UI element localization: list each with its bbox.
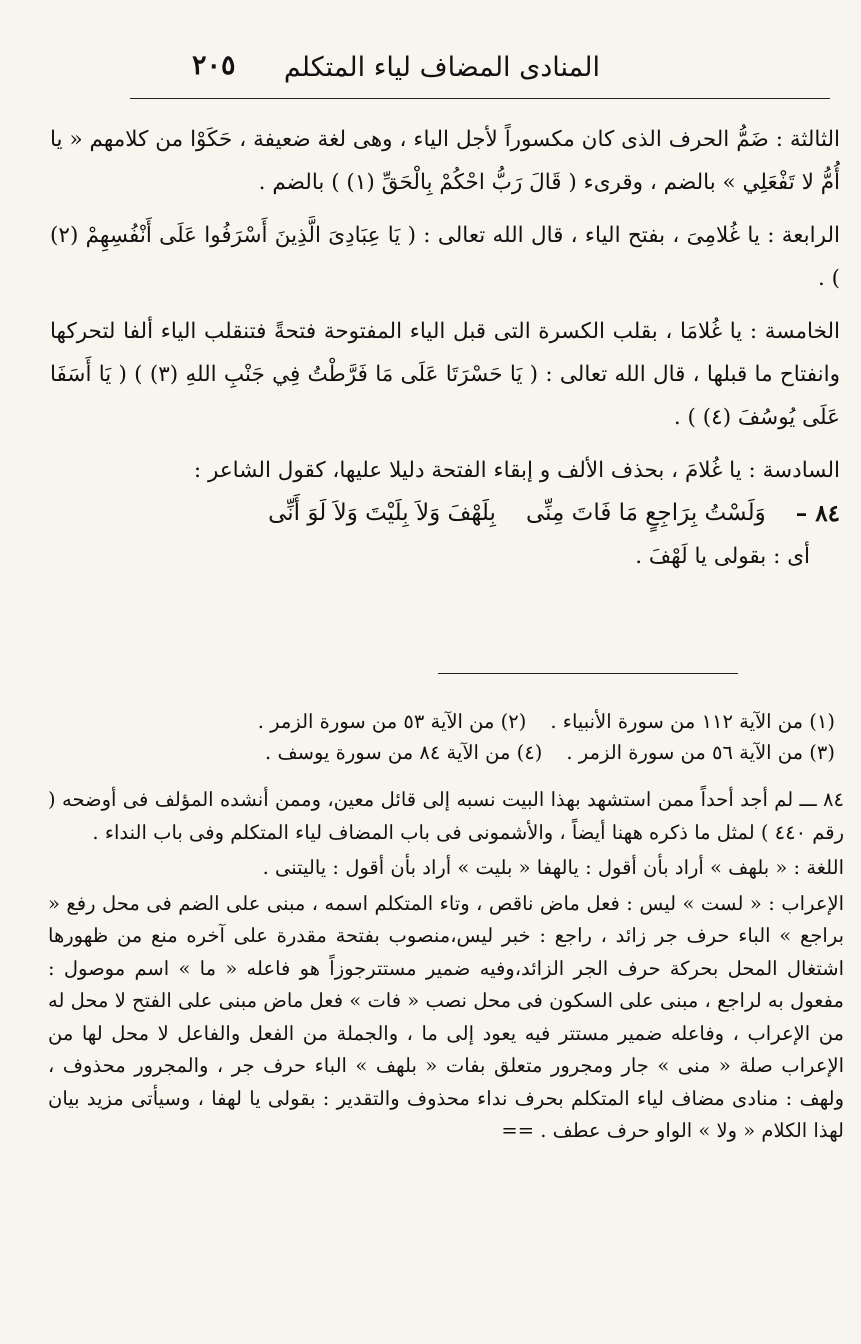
commentary-grammar: الإعراب : « لست » ليس : فعل ماض ناقص ، وتاء المتكلم اسمه ، مبنى على الضم فى محل رفع « براجع » الباء حرف جر زائد ، راجع : خبر ليس،منصوب بفتحة مقدرة على آخره منع من ظهورها اشتغال المحل بحركة حرف الجر الزائد،وفيه ضمير مستترجوزاً هو فاعله « ما » اسم موصول : مفعول به لراجع ، مبنى على السكون فى محل نصب « فات » فعل ماض مبنى على الفتح لا محل له من الإعراب ، وفاعله ضمير مستتر فيه يعود إلى ما ، والجملة من الفعل والفاعل لا محل لها من الإعراب صلة « منى » جار ومجرور متعلق بفات « بلهف » الباء حرف جر ، والمجرور محذوف ، ولهف : منادى مضاف لياء المتكلم بحرف نداء محذوف والتقدير : بقولى يا لهفا ، وسيأتى مزيد بيان لهذا الكلام « ولا » الواو حرف عطف . ==: [48, 891, 844, 1142]
footnote-divider: [438, 673, 738, 674]
main-text: [50, 118, 840, 578]
verse-number: ٨٤ –: [795, 500, 840, 527]
page-header: [130, 50, 830, 99]
paragraph-third-form: الثالثة : ضَمُّ الحرف الذى كان مكسوراً لأجل الياء ، وهى لغة ضعيفة ، حَكَوْا من كلامهم « يا أُمُّ لا تَفْعَلِي » بالضم ، وقرىء ( قَالَ رَبُّ احْكُمْ بِالْحَقِّ (١) ) بالضم .: [50, 127, 840, 195]
running-title: المنادى المضاف لياء المتكلم: [283, 52, 600, 83]
verse-first-hemistich: وَلَسْتُ بِرَاجِعٍ مَا فَاتَ مِنِّى: [525, 500, 766, 526]
page-number: ٢٠٥: [192, 50, 236, 81]
commentary-language: اللغة : « بلهف » أراد بأن أقول : يالهفا « بليت » أراد بأن أقول : ياليتنى .: [262, 856, 844, 879]
footnote-2: (٢) من الآية ٥٣ من سورة الزمر .: [257, 710, 527, 733]
footnote-3: (٣) من الآية ٥٦ من سورة الزمر .: [566, 741, 835, 764]
footnote-4: (٤) من الآية ٨٤ من سورة يوسف .: [265, 741, 543, 764]
footnote-1: (١) من الآية ١١٢ من سورة الأنبياء .: [550, 710, 835, 733]
footnote-row: [55, 706, 835, 737]
footnotes: [55, 706, 835, 768]
poetry-verse: [50, 492, 840, 535]
paragraph-fifth-form: الخامسة : يا غُلامَا ، بقلب الكسرة التى قبل الياء المفتوحة فتحةً فتنقلب الياء ألفا لتحركها وانفتاح ما قبلها ، قال الله تعالى : ( يَا حَسْرَتَا عَلَى مَا فَرَّطْتُ فِي جَنْبِ اللهِ (٣) ) ( يَا أَسَفَا عَلَى يُوسُفَ (٤) ) .: [50, 319, 840, 430]
paragraph-fourth-form: الرابعة : يا غُلامِىَ ، بفتح الياء ، قال الله تعالى : ( يَا عِبَادِىَ الَّذِينَ أَسْرَفُوا عَلَى أَنْفُسِهِمْ (٢) ) .: [50, 223, 840, 291]
footnote-row: [55, 737, 835, 768]
verse-second-hemistich: بِلَهْفَ وَلاَ بِلَيْتَ وَلاَ لَوَ أَنِّى: [268, 500, 496, 526]
verse-commentary: [48, 784, 844, 1151]
commentary-source: ٨٤ ـــ لم أجد أحداً ممن استشهد بهذا البيت نسبه إلى قائل معين، وممن أنشده المؤلف فى أوضحه ( رقم ٤٤٠ ) لمثل ما ذكره ههنا أيضاً ، والأشمونى فى باب المضاف لياء المتكلم وفى باب النداء .: [48, 788, 844, 844]
paragraph-sixth-form: السادسة : يا غُلامَ ، بحذف الألف و إبقاء الفتحة دليلا عليها، كقول الشاعر :: [193, 458, 840, 483]
verse-explanation: أى : بقولى يا لَهْفَ .: [635, 544, 810, 569]
